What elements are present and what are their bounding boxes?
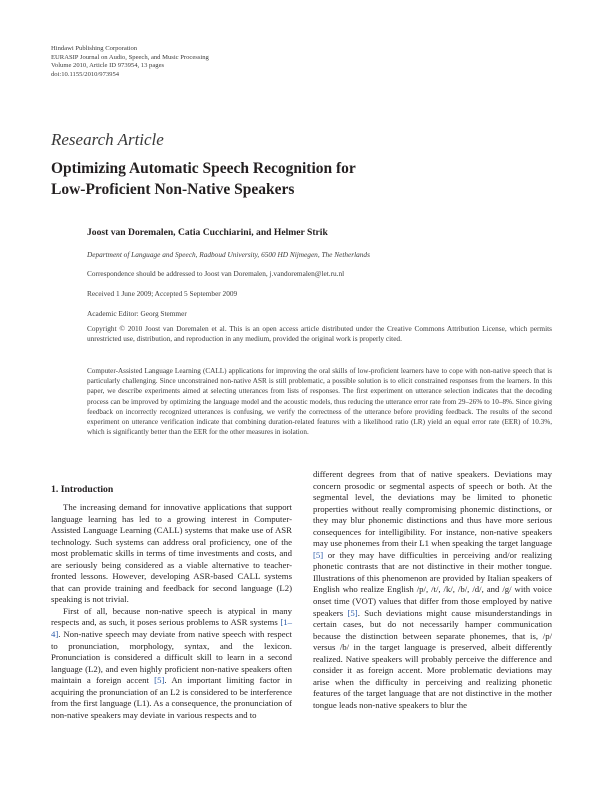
paragraph-text: . An important limiting factor in acquiring the pronunciation of an L2 is considered to be interference from the first language (L1). As a consequence, the pronunciation of non-native speakers may deviate in various respects and to: [51, 675, 292, 720]
citation-link[interactable]: [1–4]: [51, 617, 292, 640]
right-column: [313, 469, 552, 711]
paragraph-text: or they may have difficulties in perceiving and/or realizing phonetic contrasts that are not distinctive in their mother tongue. Illustrations of this phenomenon are provided by Italian speakers of English who realize English /p/, /t/, /k/, /b/, /d/, and /g/ with voice onset time (VOT) values that differ from those employed by native speakers: [313, 549, 552, 618]
authors: Joost van Doremalen, Catia Cucchiarini, and Helmer Strik: [87, 227, 328, 238]
title-line-2: Low-Proficient Non-Native Speakers: [51, 181, 295, 198]
copyright-notice: Copyright © 2010 Joost van Doremalen et al. This is an open access article distributed under the Creative Commons Attribution License, which permits unrestricted use, distribution, and reproduction in any medium, provided the original work is properly cited.: [87, 324, 552, 344]
journal-name: EURASIP Journal on Audio, Speech, and Music Processing: [51, 53, 209, 61]
citation-link[interactable]: [5]: [154, 675, 165, 686]
article-type: Research Article: [51, 130, 164, 149]
paragraph-text: . Non-native speech may deviate from native speech with respect to pronunciation, morphology, syntax, and the lexicon. Pronunciation is considered a difficult skill to learn in a second language (L2), and even highly proficient non-native speakers often maintain a foreign accent: [51, 629, 292, 686]
academic-editor: Academic Editor: Georg Stemmer: [87, 309, 187, 318]
volume-info: Volume 2010, Article ID 973954, 13 pages: [51, 62, 165, 70]
intro-paragraph-2: [51, 606, 292, 721]
affiliation: Department of Language and Speech, Radboud University, 6500 HD Nijmegen, The Netherlands: [87, 250, 370, 259]
paragraph-text: First of all, because non-native speech is atypical in many respects and, as such, it poses serious problems to ASR systems: [51, 605, 292, 628]
citation-link[interactable]: [5]: [313, 549, 324, 560]
citation-link[interactable]: [5]: [347, 607, 358, 618]
paragraph-text: . Such deviations might cause misunderstandings in certain cases, but do not necessarily hamper communication because the distinction between separate phonemes, that is, /p/ versus /b/ in the target language is preserved, albeit differently realized. Native speakers will probably perceive the difference and consider it as foreign accent. More problematic deviations may arise when the difficulty in perceiving and realizing phonetic features of the target language that are not distinctive in the mother tongue leads non-native speakers to blur the: [313, 607, 552, 710]
intro-paragraph-1: The increasing demand for innovative applications that support language learning has led to a growing interest in Computer-Assisted Language Learning (CALL) systems that make use of ASR technology. Such systems can address oral proficiency, one of the most problematic skills in terms of time investments and costs, and are seriously being considered as a viable alternative to teacher-fronted lessons. However, developing ASR-based CALL systems that can provide training and feedback for second language (L2) speaking is not trivial.: [51, 502, 292, 605]
abstract: Computer-Assisted Language Learning (CALL) applications for improving the oral skills of low-proficient learners have to cope with non-native speech that is particularly challenging. Since unconstrained non-native ASR is still problematic, a possible solution is to elicit constrained responses from the learners. In this paper, we describe experiments aimed at selecting utterances from lists of responses. The first experiment on utterance selection indicates that the decoding process can be improved by optimizing the language model and the acoustic models, thus reducing the utterance error rate from 29–26% to 10–8%. Since giving feedback on incorrectly recognized utterances is confusing, we verify the correctness of the utterance before providing feedback. The results of the second experiment on utterance verification indicate that combining duration-related features with a likelihood ratio (LR) yield an equal error rate (EER) of 10.3%, which is significantly better than the EER for the other measures in isolation.: [87, 367, 552, 437]
section-heading: 1. Introduction: [51, 484, 114, 495]
journal-info: [51, 45, 209, 80]
correspondence: Correspondence should be addressed to Joost van Doremalen, j.vandoremalen@let.ru.nl: [87, 269, 345, 278]
publisher-name: Hindawi Publishing Corporation: [51, 45, 138, 52]
left-column: [51, 502, 292, 721]
received-accepted-dates: Received 1 June 2009; Accepted 5 September 2009: [87, 289, 238, 298]
intro-paragraph-continued: [313, 469, 552, 711]
paragraph-text: different degrees from that of native speakers. Deviations may concern prosodic or segmental aspects of speech or both. At the segmental level, the deviations may be limited to phonetic properties without really compromising phonemic distinctions, or they may blur phonemic distinctions and thus have more serious consequences for intelligibility. For instance, non-native speakers may use phonemes from their L1 when speaking the target language: [313, 469, 552, 549]
doi[interactable]: doi:10.1155/2010/973954: [51, 71, 120, 79]
title-line-1: Optimizing Automatic Speech Recognition for: [51, 160, 356, 177]
article-title: [51, 158, 531, 200]
